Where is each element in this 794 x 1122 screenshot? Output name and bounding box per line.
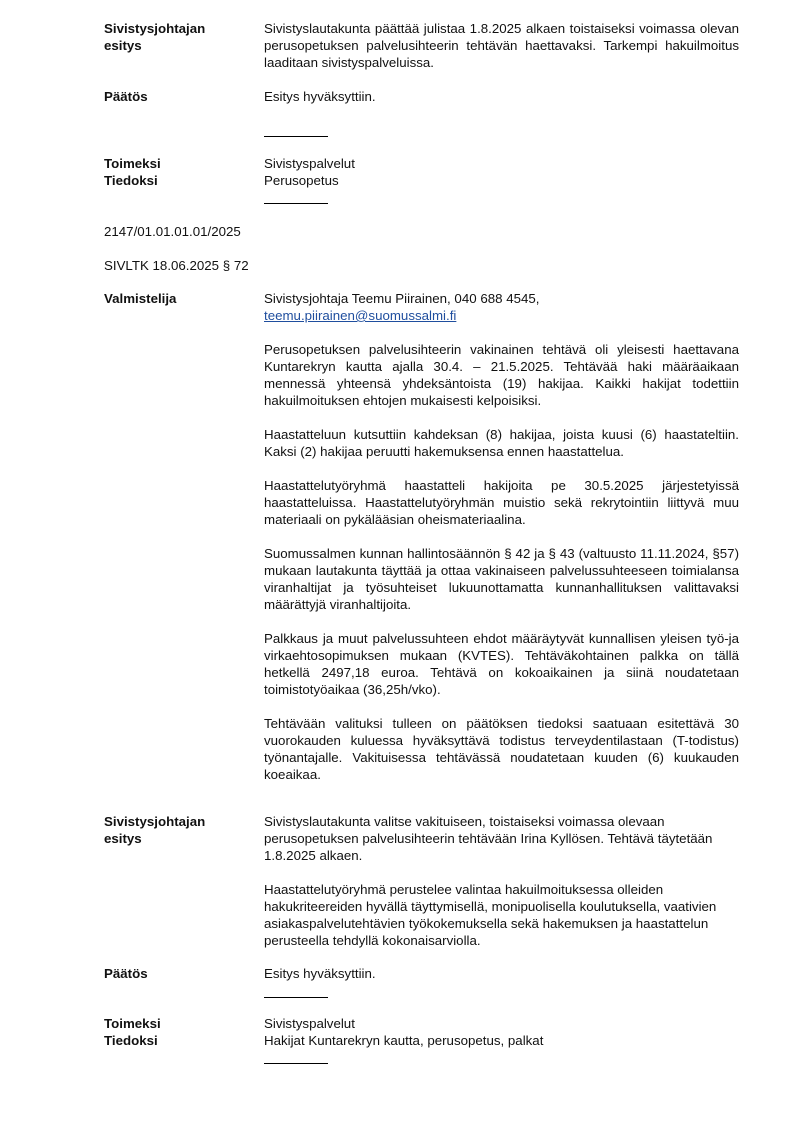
body-paragraph: Tehtävään valituksi tulleen on päätöksen tiedoksi saatuaan esitettävä 30 vuorokauden kuluessa hyväksyttävä todistus terveydentilastaan (T-todistus) työnantajalle. Vakituisessa tehtävässä noudatetaan kuuden (6) kuukauden koeaikaa. (264, 716, 739, 782)
proposal-label (104, 20, 254, 54)
body-paragraph: Palkkaus ja muut palvelussuhteen ehdot määräytyvät kunnallisen yleisen työ-ja virkaehtosopimuksen mukaan (KVTES). Tehtäväkohtainen palkka on tällä hetkellä 2497,18 euroa. Tehtävä on kokoaikainen ja siinä noudatetaan toimistotyöaikaa (36,25h/vko). (264, 631, 739, 697)
separator-rule (264, 136, 328, 137)
decision-text: Esitys hyväksyttiin. (264, 89, 376, 104)
proposal-label-line1: Sivistysjohtajan (104, 814, 206, 829)
assignment-value: Sivistyspalvelut (264, 156, 355, 171)
assignment-label: Toimeksi (104, 156, 161, 171)
notification-value: Perusopetus (264, 173, 339, 188)
proposal-label-2 (104, 813, 254, 847)
preparer-name: Sivistysjohtaja Teemu Piirainen, 040 688 4545, (264, 291, 540, 306)
body-paragraph: Suomussalmen kunnan hallintosäännön § 42 ja § 43 (valtuusto 11.11.2024, §57) mukaan lautakunta täyttää ja ottaa vakinaiseen palvelussuhteeseen toimialansa viranhaltijat ja työsuhteiset lukuunottamatta kunnanhallituksen valittavaksi määrättyjä viranhaltijoita. (264, 546, 739, 612)
record-number: 2147/01.01.01.01/2025 (104, 224, 241, 239)
proposal-paragraph: Haastattelutyöryhmä perustelee valintaa hakuilmoituksessa olleiden hakukriteereiden hyvällä täyttymisellä, monipuolisella koulutuksella, vaativien asiakaspalvelutehtävien työkokemuksella sekä hakemuksen ja haastattelun perusteella tehdyllä kokonaisarviolla. (264, 882, 717, 948)
assignment-label: Toimeksi (104, 1016, 161, 1031)
decision-label: Päätös (104, 89, 148, 104)
assignment-value: Sivistyspalvelut (264, 1016, 355, 1031)
proposal-text (264, 20, 739, 71)
notification-label: Tiedoksi (104, 1033, 158, 1048)
proposal-paragraph: Sivistyslautakunta valitse vakituiseen, toistaiseksi voimassa olevaan perusopetuksen palvelusihteerin tehtävään Irina Kyllösen. Tehtävä täytetään 1.8.2025 alkaen. (264, 814, 713, 863)
proposal-label-line2: esitys (104, 831, 142, 846)
separator-rule (264, 203, 328, 204)
preparer-label: Valmistelija (104, 291, 177, 306)
separator-rule (264, 997, 328, 998)
body-paragraph: Haastatteluun kutsuttiin kahdeksan (8) hakijaa, joista kuusi (6) haastateltiin. Kaksi (2) hakijaa peruutti hakemuksensa ennen haastattelua. (264, 427, 739, 459)
body-paragraph: Haastattelutyöryhmä haastatteli hakijoita pe 30.5.2025 järjestetyissä haastatteluissa. Haastattelutyöryhmän muistio sekä rekrytointiin liittyvä muu materiaali on pykälääsian oheismateriaalina. (264, 478, 739, 527)
body-paragraph: Perusopetuksen palvelusihteerin vakinainen tehtävä oli yleisesti haettavana Kuntarekryn kautta ajalla 30.4. – 21.5.2025. Tehtävää haki määräaikaan mennessä yhteensä yhdeksäntoista (19) hakijaa. Kaikki hakijat todettiin hakuilmoituksen ehtojen mukaisesti kelpoisiksi. (264, 342, 739, 408)
action-labels-2 (104, 1015, 254, 1049)
decision-label-2: Päätös (104, 966, 148, 981)
notification-label: Tiedoksi (104, 173, 158, 188)
proposal-label-line1: Sivistysjohtajan (104, 21, 206, 36)
notification-value: Hakijat Kuntarekryn kautta, perusopetus, palkat (264, 1033, 544, 1048)
proposal-label-line2: esitys (104, 38, 142, 53)
separator-rule (264, 1063, 328, 1064)
preparer-content (264, 290, 739, 783)
proposal-paragraph: Sivistyslautakunta päättää julistaa 1.8.2025 alkaen toistaiseksi voimassa olevan perusopetuksen palvelusihteerin tehtävän haettavaksi. Tarkempi hakuilmoitus laaditaan sivistyspalveluissa. (264, 21, 739, 70)
action-values (264, 155, 739, 189)
decision-text-2: Esitys hyväksyttiin. (264, 966, 376, 981)
proposal-content-2 (264, 813, 739, 949)
preparer-email-link[interactable]: teemu.piirainen@suomussalmi.fi (264, 308, 457, 323)
action-values-2 (264, 1015, 739, 1049)
meeting-reference: SIVLTK 18.06.2025 § 72 (104, 258, 249, 273)
action-labels (104, 155, 254, 189)
